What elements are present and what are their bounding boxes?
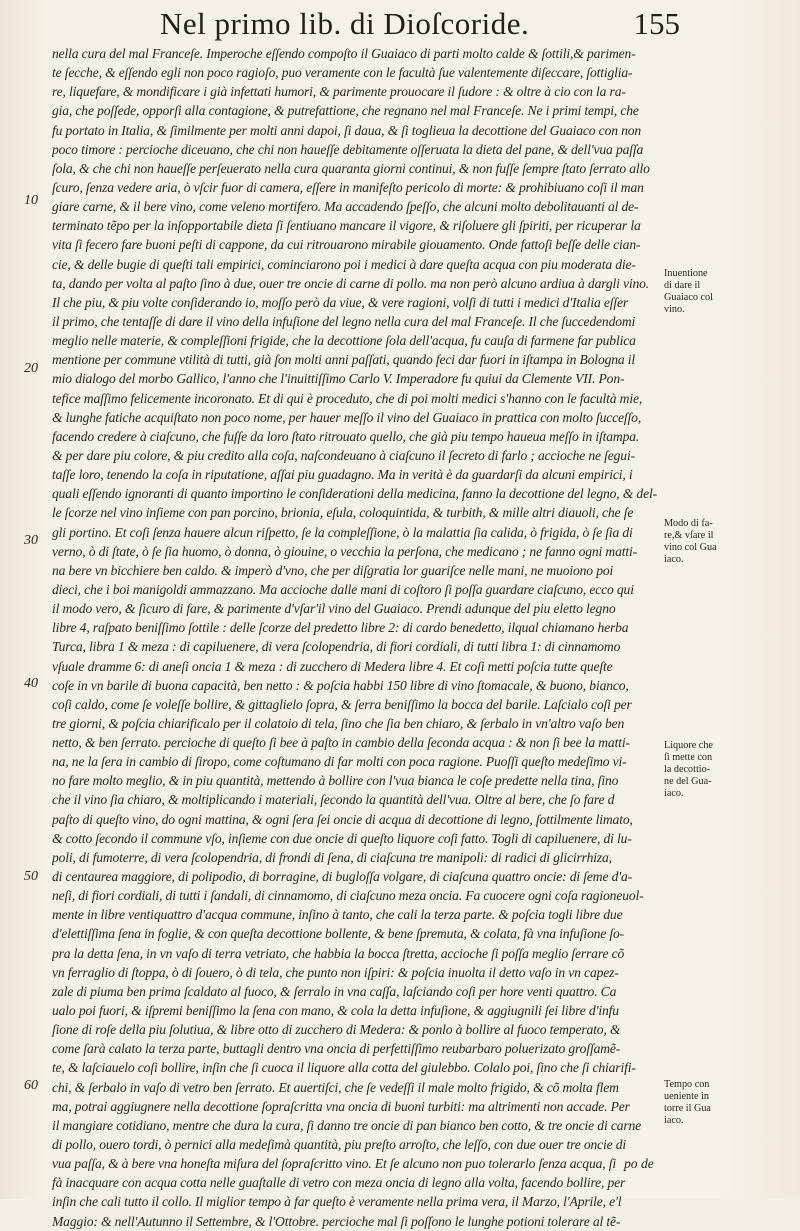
text-line: no fare molto meglio, & in piu quantità, mettendo à bollire con l'vua bianca le coſe predette nella tina, ſino [52,773,619,789]
text-line: d'elettiſſima ſena in foglie, & con queſta decottione bollente, & bene ſpremuta, & colata, fà vna infuſione ſo- [52,926,625,942]
margin-note-line: Tempo con [664,1079,710,1090]
margin-note-line: re,& vſare il [664,530,714,541]
text-line: ſola, & che chi non haueſſe perſeuerato nella cura quaranta giorni continui, & non fuſſe ſempre ſtato ſerrato allo [52,160,650,176]
text-line: neſi, di fiori cordiali, di tutti i ſandali, di cinnamomo, di ciaſcuno meza oncia. Fa cuocere ogni coſa ragioneuol- [52,888,644,904]
text-line: & per dare piu colore, & piu credito alla coſa, naſcondeuano à ciaſcuno il ſecreto di farlo ; accioche ne ſegui- [52,447,635,463]
text-line: dieci, che i boi manigoldi ammazzano. Ma accioche dalle mani di coſtoro ſi poſſa guardare ciaſcuno, ecco qui [52,581,634,597]
text-line: te, & laſciauelo coſi bollire, inſin che ſi cuoca il liquore alla cotta del giulebbo. Colalo poi, ſino che ſi chiarifi- [52,1060,636,1076]
running-title: Nel primo lib. di Dioſcoride. [160,6,530,41]
text-line: vua paſſa, & à bere vna honeſta miſura del ſopraſcritto vino. Et ſe alcuno non puo tolerarlo ſenza acqua, ſi [52,1156,616,1172]
text-line: mentione per commune vtilità di tutti, già ſon molti anni paſſati, quando feci dar fuori in iſtampa in Bologna il [52,352,636,368]
text-line: fu portato in Italia, & ſimilmente per molti anni dapoi, ſi daua, & ſi toglieua la decottione del Guaiaco con non [52,122,642,138]
main-text-column [52,44,664,1231]
text-line: tre giorni, & poſcia chiarificalo per il colatoio di tela, ſino che ſia ben chiaro, & ſerbalo in vn'altro vaſo ben [52,715,625,731]
text-line: coſe in vn barile di buona capacità, ben netto : & poſcia habbi 150 libre di vino ſtomacale, & buono, bianco, [52,677,629,693]
text-line: libre 4, raſpato beniſſimo ſottile : delle ſcorze del predetto libre 2: di cardo benedetto, ilqual chiamano herba [52,620,629,636]
margin-note-line: torre il Gua [664,1103,711,1114]
text-line: il modo vero, & ſicuro di fare, & parimente d'vſar'il vino del Guaiaco. Prendi adunque del piu eletto legno [52,601,616,617]
text-line: na bere vn bicchiere ben caldo. & imperò d'vno, che per diſgratia lor guariſce nelle mani, ne muoiono poi [52,562,614,578]
text-line: terminato tẽpo per la inſopportabile dieta ſi ſentiuano mancare il vigore, & riſoluere gli ſpiriti, per ricuperar la [52,218,641,234]
margin-note [664,1079,734,1127]
text-line: te ſecche, & eſſendo egli non poco ragioſo, puo veramente con le facultà ſue valentemente diſeccare, ſottiglia- [52,65,633,81]
text-line: mente in libre ventiquattro d'acqua commune, inſino à tanto, che cali la terza parte. & poſcia togli libre due [52,907,623,923]
text-line: gia, che poſſede, opporſi alla contagione, & putrefattione, che regnano nel mal Franceſe. Ne i primi tempi, che [52,103,639,119]
line-number: 10 [24,193,38,208]
text-line: giare carne, & il bere vino, come veleno mortifero. Ma accadendo ſpeſſo, che alcuni molto debolitauanti al de- [52,199,639,215]
text-line: meglio nelle materie, & compleſſioni frigide, che la decottione ſola dell'acqua, fu cauſa di farmene far publica [52,333,636,349]
margin-note-line: ſi mette con [664,752,713,763]
text-line: fà inacquare con acqua cotta nelle guaſtalle di vetro con meza oncia di legno alla volta, facendo bollire, per [52,1175,626,1191]
text-line: taſſe loro, tenendo la coſa in riputatione, aſſai piu guadagno. Ma in verità è da guardarſi da alcuni empirici, i [52,467,633,483]
text-line: facendo credere à ciaſcuno, che fuſſe da loro ſtato ritrouato quello, che già piu tempo haueua meſſo in iſtampa. [52,428,640,444]
margin-note [664,740,734,800]
text-line: gli portino. Et coſi ſenza hauere alcun riſpetto, ſe la compleſſione, ò la malattia ſia calida, ò frigida, ò ſe ſia di [52,524,633,540]
line-number: 50 [24,869,38,884]
text-line: mio dialogo del morbo Gallico, l'anno che l'inuittiſſimo Carlo V. Imperadore fu quiui da Clemente VII. Pon- [52,371,625,387]
margin-note-line: iaco. [664,1115,684,1126]
text-line: come ſarà calato la terza parte, buttagli dentro vna oncia di perfettiſſimo reubarbaro poluerizato groſſamẽ- [52,1041,621,1057]
margin-note-line: iaco. [664,788,684,799]
text-line: vn ferraglio di ſtoppa, ò di ſouero, ò di tela, che punto non iſpiri: & poſcia inuolta il detto vaſo in vn capez- [52,964,619,980]
text-line: nella cura del mal Franceſe. Imperoche eſſendo compoſto il Guaiaco di parti molto calde & ſottili,& parimen- [52,46,636,61]
text-line: cie, & delle bugie di queſti tali empirici, cominciarono poi i medici à dare queſta acqua con piu moderata die- [52,256,636,272]
text-line: di pollo, ouero tordi, ò pernici alla medeſimà quantità, piu preſto arroſto, che leſſo, con due ouer tre oncie di [52,1137,627,1153]
margin-note-line: ne del Gua- [664,776,712,787]
text-line: netto, & ben ſerrato. percioche di queſto ſi bee à paſto in cambio della ſeconda acqua : & non ſi bee la matti- [52,735,630,751]
text-line: Il che piu, & piu volte conſiderando io, moſſo però da viue, & vere ragioni, volſi di tutti i medici d'Italia eſſer [52,294,628,310]
text-line: ſcuro, ſenza vedere aria, ò vſcir fuor di camera, eſſere in manifeſto pericolo di morte: & prohibiuano coſi il man [52,179,644,195]
text-line: ta, dando per volta al paſto ſino à due, ouer tre oncie di carne di pollo. ma non però alcuno ardiua à dargli vino. [52,275,650,291]
text-line: quali eſſendo ignoranti di quanto importino le conſiderationi della medicina, fanno la decottione del legno, & del- [52,486,657,502]
margin-note-line: vino. [664,304,685,315]
text-line: poco timore : percioche diceuano, che chi non haueſſe debitamente oſſeruata la dieta del pane, & dell'vua paſſa [52,141,644,157]
margin-note-line: la decottio- [664,764,711,775]
text-line: ma, potrai aggiugnere nella decottione ſopraſcritta vna oncia di buoni turbiti: ma altrimenti non accade. Per [52,1098,630,1114]
margin-note-line: vino col Gua [664,542,717,553]
text-line: Turca, libra 1 & meza : di capiluenere, di vera ſcolopendria, di fiori cordiali, di tutti libra 1: di cinnamomo [52,639,621,655]
text-line: verno, ò di ſtate, ò ſe ſia huomo, ò donna, ò giouine, o vecchia la perſona, che medicano ; ne fanno ogni matti- [52,543,637,559]
text-line: coſi caldo, come ſe voleſſe bollire, & gittaglielo ſopra, & ſerra beniſſimo la bocca del barile. Laſcialo coſi per [52,696,632,712]
catchword: po de [624,1156,654,1171]
running-header [160,6,680,46]
line-number: 60 [24,1078,38,1093]
line-number: 30 [24,533,38,548]
text-line: vſuale dramme 6: di aneſi oncia 1 & meza : di zucchero di Medera libre 4. Et coſi metti poſcia tutte queſte [52,658,613,674]
margin-note-line: Modo di fa- [664,518,713,529]
text-line: di centaurea maggiore, di polipodio, di borragine, di bugloſſa volgare, di ciaſcuna quattro oncie: di ſeme d'a- [52,869,633,885]
text-line: il primo, che tentaſſe di dare il vino della infuſione del legno nella cura del mal Franceſe. Il che ſuccedendomi [52,313,636,329]
text-line: & lunghe fatiche acquiſtato non poco nome, per hauer meſſo il vino del Guaiaco in prattica con molto ſucceſſo, [52,409,642,425]
text-line: paſto di queſto vino, do ogni mattina, & ogni ſera ſei oncie di acqua di decottione di legno, ſottilmente limato, [52,811,633,827]
page-number: 155 [633,6,680,41]
text-line: & cotto ſecondo il commune vſo, inſieme con due oncie di queſto liquore coſi fatto. Togli di capiluenere, di lu- [52,830,632,846]
text-line: pra la detta ſena, in vn vaſo di terra vetriato, che habbia la bocca ſtretta, accioche ſi poſſa meglio ſerrare cõ [52,945,625,961]
text-line: chi, & ſerbalo in vaſo di vetro ben ſerrato. Et auertiſci, che ſe vedeſſi il male molto frigido, & cõ molta flem [52,1079,619,1095]
text-line: tefice maſſimo felicemente incoronato. Et di qui è proceduto, che di poi molti medici s'hanno con le facultà mie, [52,390,643,406]
margin-note-line: Inuentione [664,268,708,279]
margin-note [664,518,734,566]
text-line: le ſcorze nel vino inſieme con pan porcino, brionia, eſula, coloquintida, & turbith, & mille altri diauoli, che ſe [52,505,634,521]
text-line: ualo poi fuori, & iſpremi beniſſimo la ſena con mano, & cola la detta infuſione, & aggiugnili ſei libre d'infu [52,1003,619,1019]
text-line: inſin che cali tutto il collo. Il miglior tempo à far queſto è veramente nella prima vera, il Marzo, l'Aprile, e'l [52,1194,622,1210]
text-line: vita ſi fecero fare buoni peſti di cappone, da cui ritrouarono mirabile giouamento. Onde fattoſi beſſe delle cian- [52,237,641,253]
text-line: che il vino ſia chiaro, & moltiplicando i materiali, ſecondo la quantità dell'vua. Oltre al bere, che ſo fare d [52,792,615,808]
text-line: zale di piuma ben prima ſcaldato al fuoco, & ſerralo in vna caſſa, laſciando coſi per hore venti quattro. Ca [52,983,617,999]
margin-note-line: di dare il [664,280,701,291]
margin-note-line: Liquore che [664,740,713,751]
text-line: ſione di roſe della piu ſolutiua, & libre otto di zucchero di Medera: & ponlo à bollire al fuoco temperato, & [52,1022,621,1038]
text-line: Maggio: & nell'Autunno il Settembre, & l'Ottobre. percioche mal ſi poſſono le lunghe potioni tolerare al tẽ- [52,1213,621,1229]
line-number: 40 [24,676,38,691]
margin-note-line: ueniente in [664,1091,709,1102]
margin-note [664,268,734,316]
margin-note-line: Guaiaco col [664,292,713,303]
text-line: il mangiare cotidiano, mentre che dura la cura, ſi danno tre oncie di pan bianco ben cotto, & tre oncie di carne [52,1117,642,1133]
text-line: re, liquefare, & mondificare i già infettati humori, & parimente prouocare il ſudore : & oltre à cio con la ra- [52,84,626,100]
margin-note-line: iaco. [664,554,684,565]
text-line: na, ne la ſera in cambio di ſiropo, come coſtumano di far molti con poca ragione. Puoſſi queſto medeſimo vi- [52,754,627,770]
text-line: poli, di fumoterre, di vera ſcolopendria, di frondi di ſena, di ciaſcuna tre manipoli: di radici di glicirrhiza, [52,849,612,865]
line-number: 20 [24,361,38,376]
